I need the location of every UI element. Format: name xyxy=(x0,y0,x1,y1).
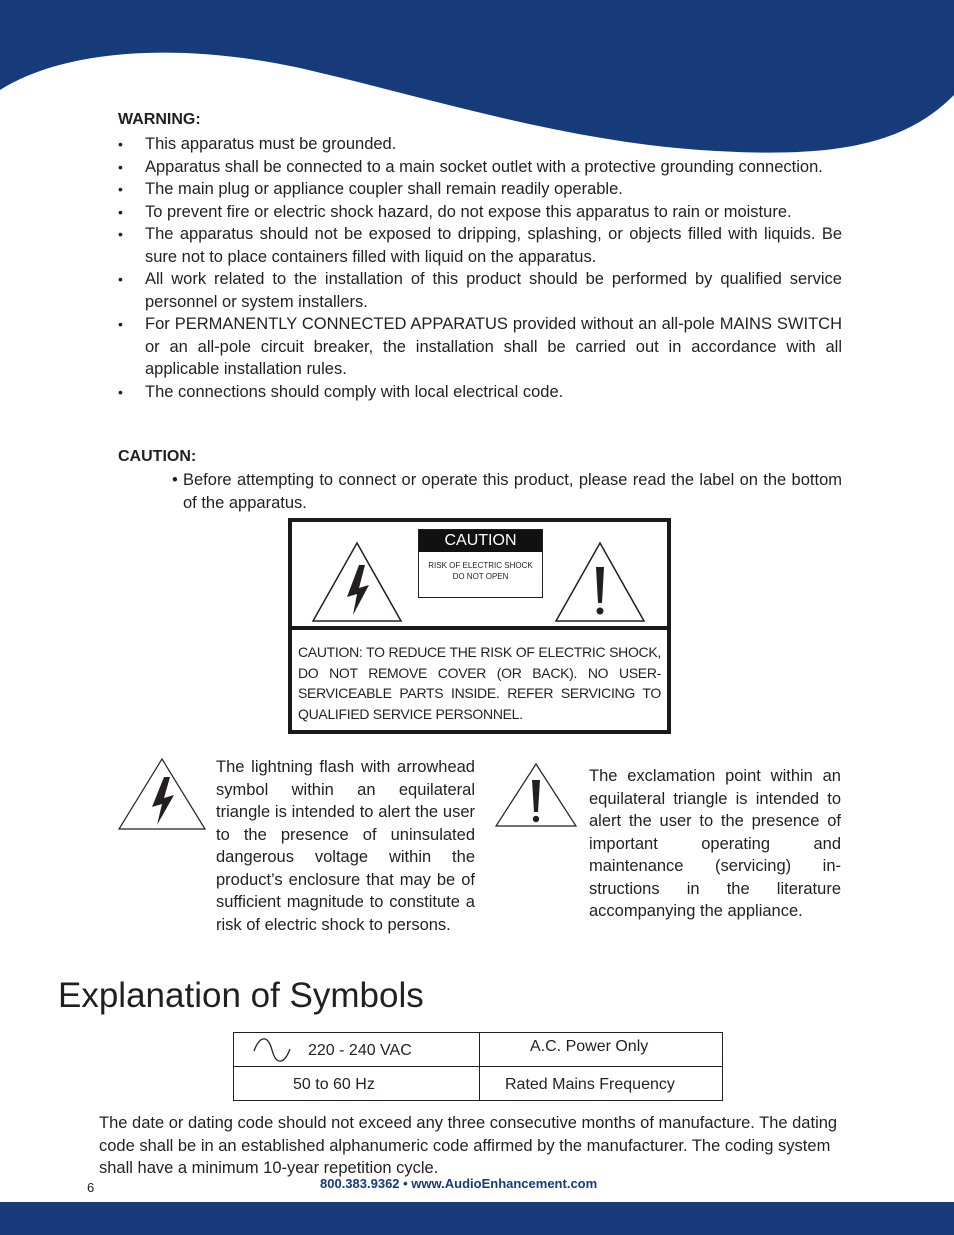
lightning-triangle-icon xyxy=(117,757,207,831)
warning-item: • The apparatus should not be exposed to dripping, splashing, or objects filled with liquids. Be sure not to place containers filled with liquid on the apparatus. xyxy=(118,223,842,268)
exclamation-description: The exclamation point within an equilateral triangle is intended to alert the user to the presence of important operating and maintenance (servicing) in-structions in the literature accompanying the appliance. xyxy=(589,767,841,920)
voltage-label: 220 - 240 VAC xyxy=(308,1042,412,1059)
lightning-description: The lightning flash with arrowhead symbol within an equilateral triangle is intended to alert the user to the presence of uninsulated dangerous voltage within the product’s enclosure that may be of sufficient magnitude to constitute a risk of electric shock to persons. xyxy=(216,758,475,934)
ac-power-label: A.C. Power Only xyxy=(530,1038,649,1055)
caution-tag xyxy=(418,529,543,598)
caution-tag-line2: DO NOT OPEN xyxy=(452,572,509,581)
meaning-cell xyxy=(480,1033,723,1067)
warning-item: • To prevent fire or electric shock hazard, do not expose this apparatus to rain or moisture. xyxy=(118,201,842,224)
lightning-triangle-icon xyxy=(311,541,403,623)
warning-item: • The main plug or appliance coupler shall remain readily operable. xyxy=(118,178,842,201)
table-row xyxy=(234,1033,723,1067)
caution-label-top xyxy=(292,522,667,626)
exclamation-triangle-icon xyxy=(554,541,646,623)
symbol-cell xyxy=(234,1033,480,1067)
warning-item: • This apparatus must be grounded. xyxy=(118,133,842,156)
caution-tag-title: CAUTION xyxy=(419,530,542,552)
caution-label xyxy=(288,518,671,734)
dating-code-note: The date or dating code should not exceed any three consecutive months of manufacture. The dating code shall be in an established alphanumeric code affirmed by the manufacturer. The coding system shall have a minimum 10-year repetition cycle. xyxy=(99,1114,838,1177)
warning-item: • The connections should comply with local electrical code. xyxy=(118,381,842,404)
exclamation-triangle-icon xyxy=(494,762,578,828)
rated-frequency-label: Rated Mains Frequency xyxy=(505,1076,675,1093)
caution-label-bottom xyxy=(292,630,667,730)
frequency-label: 50 to 60 Hz xyxy=(293,1076,375,1093)
caution-tag-line1: RISK OF ELECTRIC SHOCK xyxy=(428,561,533,570)
symbol-cell xyxy=(234,1067,480,1101)
ac-sine-wave-icon xyxy=(252,1037,292,1063)
meaning-cell xyxy=(480,1067,723,1101)
warning-item: • All work related to the installation of this product should be performed by qualified service personnel or system installers. xyxy=(118,268,842,313)
warning-list xyxy=(118,133,842,403)
symbols-table xyxy=(233,1032,723,1101)
table-row xyxy=(234,1067,723,1101)
caution-label-text: CAUTION: TO REDUCE THE RISK OF ELECTRIC SHOCK, DO NOT REMOVE COVER (OR BACK). NO USER-SERVICEABLE PARTS INSIDE. REFER SERVICING TO QUALIFIED SERVICE PERSONNEL. xyxy=(298,644,661,722)
warning-item: • For PERMANENTLY CONNECTED APPARATUS provided without an all-pole MAINS SWITCH or an all-pole circuit breaker, the installation shall be carried out in accordance with all applicable installation rules. xyxy=(118,313,842,381)
caution-text: Before attempting to connect or operate this product, please read the label on the bottom of the apparatus. xyxy=(183,471,842,512)
footer-band xyxy=(0,1202,954,1235)
warning-item: • Apparatus shall be connected to a main socket outlet with a protective grounding connection. xyxy=(118,156,842,179)
caution-bullet: • xyxy=(172,471,178,489)
caution-heading: CAUTION: xyxy=(118,448,197,465)
page-number: 6 xyxy=(87,1180,95,1195)
warning-heading: WARNING: xyxy=(118,111,201,128)
footer-contact: 800.383.9362 • www.AudioEnhancement.com xyxy=(320,1176,598,1191)
explanation-title: Explanation of Symbols xyxy=(58,976,424,1015)
